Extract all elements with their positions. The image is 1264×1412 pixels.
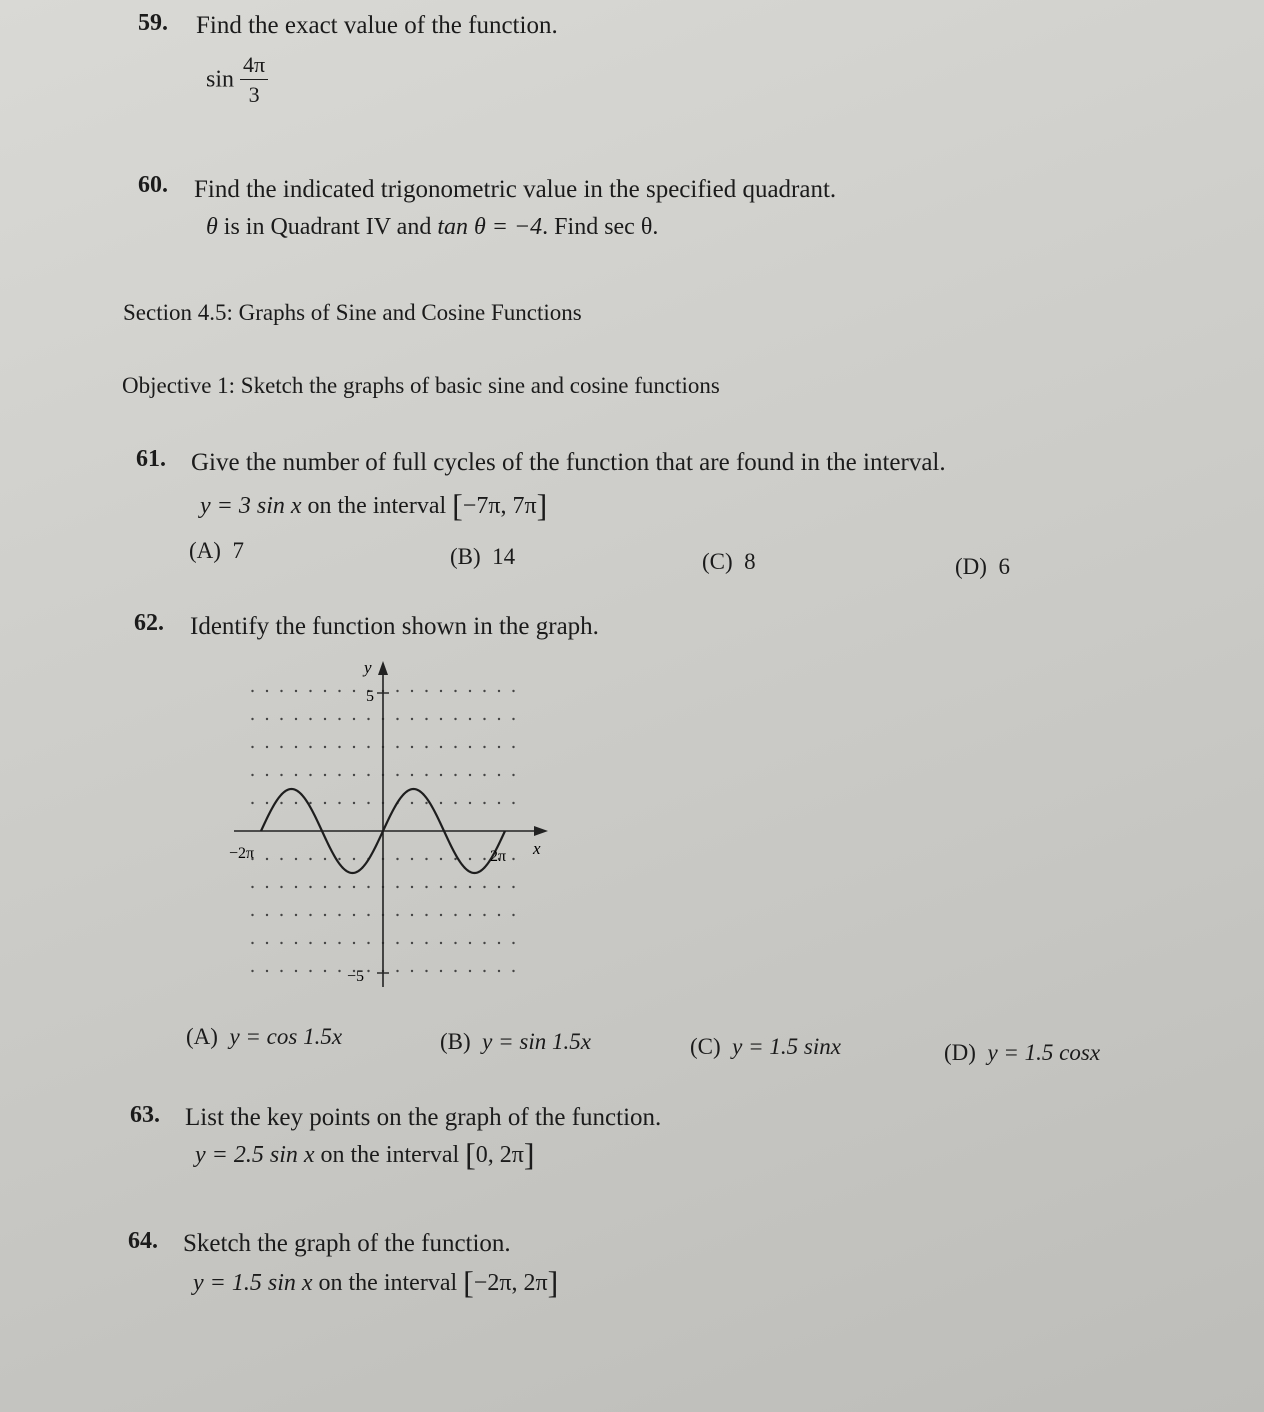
grid-dot [498,746,500,748]
grid-dot [309,746,311,748]
grid-dot [411,970,413,972]
q62-choice-d-value: y = 1.5 cosx [987,1040,1101,1065]
grid-dot [353,802,355,804]
grid-dot [483,690,485,692]
grid-dot [295,914,297,916]
grid-dot [338,774,340,776]
grid-dot [367,802,369,804]
grid-dot [469,746,471,748]
grid-dot [469,774,471,776]
y-top-tick-label: 5 [366,688,374,705]
grid-dot [338,718,340,720]
grid-dot [454,718,456,720]
grid-dot [440,690,442,692]
grid-dot [280,746,282,748]
grid-dot [425,718,427,720]
grid-dot [411,802,413,804]
grid-dot [469,690,471,692]
q61-interval-word: on the interval [301,493,453,519]
grid-dot [338,942,340,944]
y-axis-arrow [378,661,388,675]
grid-dot [454,690,456,692]
grid-dot [266,802,268,804]
q63-func: y = 2.5 sin x [195,1142,315,1168]
section-title: Section 4.5: Graphs of Sine and Cosine Functions [123,300,582,325]
grid-dot [324,942,326,944]
q61-choice-b [450,544,515,570]
grid-dot [396,942,398,944]
grid-dot [309,774,311,776]
q62-prompt: Identify the function shown in the graph. [190,613,599,640]
grid-dot [367,774,369,776]
grid-dot [425,746,427,748]
grid-dot [469,886,471,888]
grid-dot [266,718,268,720]
grid-dot [498,718,500,720]
grid-dot [425,970,427,972]
grid-dot [309,858,311,860]
q60-theta: θ [206,214,218,240]
grid-dot [309,942,311,944]
grid-dot [367,914,369,916]
q61-choice-b-label: (B) [450,544,481,569]
q62-choice-b-label: (B) [440,1029,471,1054]
q60-statement [206,214,658,241]
grid-dot [411,886,413,888]
q61-choice-d-label: (D) [955,554,987,579]
grid-dot [469,942,471,944]
grid-dot [454,774,456,776]
grid-dot [396,914,398,916]
grid-dot [338,690,340,692]
grid-dot [425,886,427,888]
grid-dot [324,886,326,888]
grid-dot [411,690,413,692]
q61-choice-d-value: 6 [998,554,1010,579]
q60-mid: is in Quadrant IV and [217,214,438,240]
q59-prompt: Find the exact value of the function. [196,12,558,39]
q64-function-line [193,1264,558,1301]
q64-rbracket: ] [547,1264,559,1300]
grid-dot [295,802,297,804]
grid-dot [266,746,268,748]
grid-dot [266,914,268,916]
grid-dot [324,914,326,916]
grid-dot [338,746,340,748]
grid-dot [266,690,268,692]
q61-interval: −7π, 7π [462,493,537,519]
grid-dot [338,858,340,860]
grid-dot [483,746,485,748]
q61-choice-c-value: 8 [744,549,756,574]
grid-dot [425,942,427,944]
objective-title: Objective 1: Sketch the graphs of basic sine and cosine functions [122,373,720,398]
y-axis-label: y [364,658,372,677]
grid-dot [280,690,282,692]
grid-dot [324,802,326,804]
q62-number: 62. [134,610,164,636]
grid-dot [338,802,340,804]
q63-interval-word: on the interval [314,1142,466,1168]
grid-dot [454,886,456,888]
grid-dot [266,886,268,888]
grid-dot [454,858,456,860]
grid-dot [353,690,355,692]
grid-dot [454,914,456,916]
x-axis-arrow [534,826,548,836]
grid-dot [251,774,253,776]
grid-dot [353,914,355,916]
q61-func: y = 3 sin x [200,493,302,519]
grid-dot [425,690,427,692]
q62-graph [228,655,558,995]
q61-choice-a-label: (A) [189,538,221,563]
q61-prompt: Give the number of full cycles of the function that are found in the interval. [191,449,946,476]
q62-choice-a [186,1024,342,1050]
grid-dot [251,690,253,692]
grid-dot [411,914,413,916]
grid-dot [411,774,413,776]
grid-dot [295,774,297,776]
grid-dot [425,914,427,916]
grid-dot [512,970,514,972]
grid-dot [512,690,514,692]
grid-dot [411,858,413,860]
grid-dot [498,690,500,692]
grid-dot [440,942,442,944]
q63-prompt: List the key points on the graph of the function. [185,1104,662,1131]
grid-dot [498,774,500,776]
grid-dot [251,914,253,916]
q62-choice-d-label: (D) [944,1040,976,1065]
grid-dot [295,718,297,720]
q60-find: . Find sec θ. [542,214,659,240]
q59-func: sin [206,66,235,93]
grid-dot [440,718,442,720]
grid-dot [483,802,485,804]
q61-choice-c-label: (C) [702,549,733,574]
q62-choice-c-value: y = 1.5 sinx [732,1034,841,1059]
q64-interval-word: on the interval [312,1270,464,1296]
q63-function-line [195,1136,535,1173]
q61-rbracket: ] [536,487,548,523]
q62-choice-a-value: y = cos 1.5x [229,1024,343,1049]
grid-dot [440,914,442,916]
grid-dot [425,774,427,776]
q62-choice-a-label: (A) [186,1024,218,1049]
grid-dot [512,802,514,804]
grid-dot [498,970,500,972]
grid-dot [454,802,456,804]
grid-dot [251,746,253,748]
grid-dot [425,802,427,804]
grid-dot [280,970,282,972]
grid-dot [324,718,326,720]
grid-dot [338,914,340,916]
grid-dot [469,858,471,860]
grid-dot [396,774,398,776]
grid-dot [440,802,442,804]
grid-dot [512,914,514,916]
grid-dot [396,970,398,972]
q61-function-line [200,487,547,524]
q64-number: 64. [128,1228,158,1254]
grid-dot [411,746,413,748]
grid-dot [483,970,485,972]
grid-dot [338,886,340,888]
q61-choice-a [189,538,244,564]
grid-dot [367,886,369,888]
grid-dot [483,886,485,888]
grid-dot [280,858,282,860]
grid-dot [324,774,326,776]
grid-dot [295,942,297,944]
grid-dot [396,718,398,720]
q64-prompt: Sketch the graph of the function. [183,1230,511,1257]
grid-dot [396,690,398,692]
q64-func: y = 1.5 sin x [193,1270,313,1296]
q63-lbracket: [ [465,1136,476,1172]
grid-dot [295,970,297,972]
grid-dot [367,718,369,720]
q63-number: 63. [130,1102,160,1128]
grid-dot [324,746,326,748]
grid-dot [251,802,253,804]
q61-lbracket: [ [452,487,463,523]
q62-choice-c [690,1034,841,1060]
grid-dot [266,774,268,776]
grid-dot [498,802,500,804]
grid-dot [367,942,369,944]
grid-dot [324,970,326,972]
q60-number: 60. [138,172,168,198]
grid-dot [295,886,297,888]
grid-dot [411,718,413,720]
grid-dot [353,942,355,944]
grid-dot [309,886,311,888]
q61-number: 61. [136,446,166,472]
grid-dot [251,942,253,944]
grid-dot [454,746,456,748]
x-axis-label: x [533,839,541,858]
grid-dot [280,886,282,888]
grid-dot [469,802,471,804]
q59-denominator: 3 [248,82,260,107]
grid-dot [353,774,355,776]
grid-dot [367,746,369,748]
grid-dot [280,802,282,804]
grid-dot [512,774,514,776]
grid-dot [338,970,340,972]
grid-dot [353,718,355,720]
grid-dot [309,690,311,692]
grid-dot [295,858,297,860]
grid-dot [309,914,311,916]
grid-dot [280,774,282,776]
grid-dot [512,886,514,888]
grid-dot [396,746,398,748]
x-right-tick-label: 2π [490,848,507,865]
grid-dot [295,690,297,692]
q59-expression [206,52,268,108]
q61-choice-c [702,549,756,575]
grid-dot [280,942,282,944]
grid-dot [251,970,253,972]
grid-dot [483,914,485,916]
q61-choice-b-value: 14 [492,544,516,569]
q59-fraction [240,52,268,108]
grid-dot [396,886,398,888]
grid-dot [440,886,442,888]
grid-dot [440,774,442,776]
q62-choice-c-label: (C) [690,1034,721,1059]
grid-dot [440,970,442,972]
q62-choice-b [440,1029,591,1055]
q60-tan: tan θ = −4 [437,214,543,240]
grid-dot [483,718,485,720]
grid-dot [324,690,326,692]
grid-dot [512,746,514,748]
q61-choice-d [955,554,1010,580]
grid-dot [512,718,514,720]
grid-dot [454,942,456,944]
grid-dot [483,858,485,860]
grid-dot [498,942,500,944]
grid-dot [469,914,471,916]
q59-numerator: 4π [240,52,268,80]
grid-dot [353,858,355,860]
grid-dot [483,774,485,776]
grid-dot [440,746,442,748]
q62-choice-b-value: y = sin 1.5x [482,1029,591,1054]
grid-dot [512,942,514,944]
x-left-tick-label: −2π [229,845,255,862]
grid-dot [280,718,282,720]
grid-dot [266,942,268,944]
grid-dot [498,914,500,916]
grid-dot [483,942,485,944]
grid-dot [309,970,311,972]
grid-dot [367,970,369,972]
grid-dot [512,858,514,860]
grid-dot [469,718,471,720]
grid-dot [251,886,253,888]
grid-dot [295,746,297,748]
grid-dot [454,970,456,972]
q59-number: 59. [138,10,168,36]
grid-dot [353,746,355,748]
grid-dot [309,802,311,804]
grid-dot [280,914,282,916]
grid-dot [396,858,398,860]
grid-dot [266,858,268,860]
grid-dot [324,858,326,860]
y-bottom-tick-label: −5 [347,968,365,985]
q62-choice-d [944,1040,1100,1066]
q64-lbracket: [ [463,1264,474,1300]
q60-prompt: Find the indicated trigonometric value in the specified quadrant. [194,176,837,203]
grid-dot [440,858,442,860]
grid-dot [309,718,311,720]
q61-choice-a-value: 7 [232,538,244,563]
grid-dot [469,970,471,972]
grid-dot [498,886,500,888]
grid-dot [266,970,268,972]
grid-dot [251,718,253,720]
q63-rbracket: ] [523,1136,535,1172]
grid-dot [425,858,427,860]
q63-interval: 0, 2π [475,1142,524,1168]
grid-dot [353,886,355,888]
q64-interval: −2π, 2π [473,1270,548,1296]
grid-dot [411,942,413,944]
